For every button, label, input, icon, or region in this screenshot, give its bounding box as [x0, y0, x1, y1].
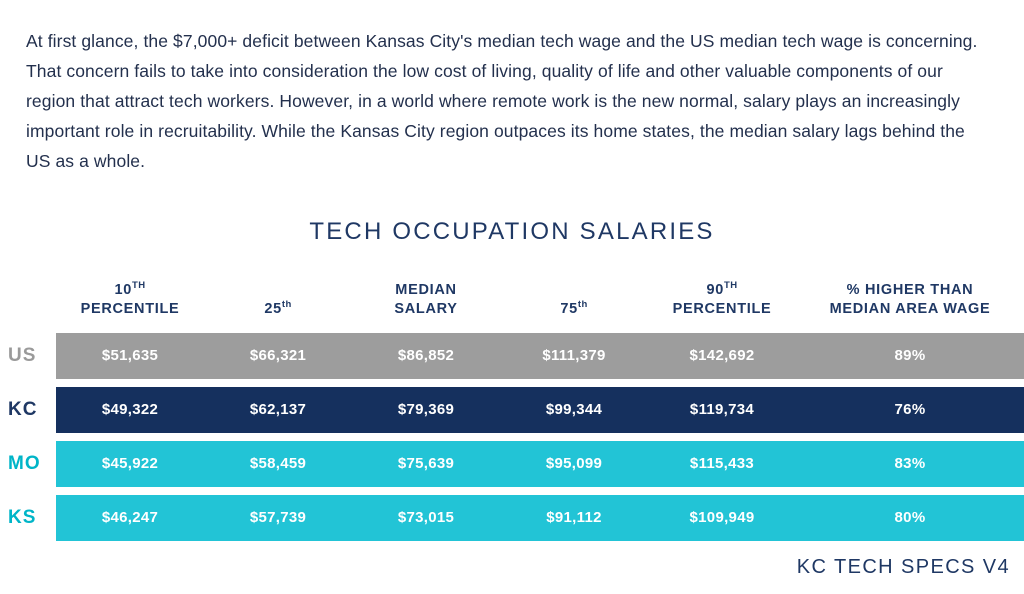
table-row-us — [0, 333, 1024, 379]
intro-paragraph: At first glance, the $7,000+ deficit between Kansas City's median tech wage and the US median tech wage is concerning. That concern fails to take into consideration the low cost of living, quality of life and other valuable components of our region that attract tech workers. However, in a world where remote work is the new normal, salary plays an increasingly important role in recruitability. While the Kansas City region outpaces its home states, the median salary lags behind the US as a whole. — [26, 30, 978, 171]
cell-us-90th: $142,692 — [648, 333, 796, 379]
column-header-25th — [204, 276, 352, 333]
row-label-mo: MO — [0, 441, 56, 487]
table-header — [0, 276, 1024, 333]
tech-occupation-salaries-table — [0, 276, 1024, 541]
cell-mo-median: $75,639 — [352, 441, 500, 487]
column-header-90th-line2: PERCENTILE — [672, 300, 772, 317]
cell-us-percent-higher: 89% — [796, 333, 1024, 379]
column-header-75th — [500, 276, 648, 333]
cell-us-median: $86,852 — [352, 333, 500, 379]
column-header-median-salary — [352, 276, 500, 333]
cell-us-25th: $66,321 — [204, 333, 352, 379]
cell-kc-75th: $99,344 — [500, 387, 648, 433]
footer-label: KC TECH SPECS V4 — [796, 556, 1010, 578]
column-header-10th-percentile — [56, 276, 204, 333]
column-header-10th-line2: PERCENTILE — [80, 300, 180, 317]
column-header-10th-line1: 10 — [114, 281, 133, 298]
cell-ks-10th: $46,247 — [56, 495, 204, 541]
column-header-25th-sup: th — [281, 299, 292, 310]
cell-us-75th: $111,379 — [500, 333, 648, 379]
column-header-percent-line2: MEDIAN AREA WAGE — [829, 300, 991, 317]
row-label-kc: KC — [0, 387, 56, 433]
salary-table-wrapper — [0, 276, 1024, 541]
column-header-75th-sup: th — [577, 299, 588, 310]
table-body — [0, 333, 1024, 541]
column-header-median-line2: SALARY — [394, 300, 458, 317]
cell-ks-90th: $109,949 — [648, 495, 796, 541]
cell-mo-75th: $95,099 — [500, 441, 648, 487]
cell-kc-10th: $49,322 — [56, 387, 204, 433]
cell-mo-percent-higher: 83% — [796, 441, 1024, 487]
cell-kc-25th: $62,137 — [204, 387, 352, 433]
table-row-mo — [0, 441, 1024, 487]
cell-mo-90th: $115,433 — [648, 441, 796, 487]
row-spacer-1 — [0, 379, 1024, 387]
cell-ks-75th: $91,112 — [500, 495, 648, 541]
cell-us-10th: $51,635 — [56, 333, 204, 379]
cell-mo-10th: $45,922 — [56, 441, 204, 487]
row-spacer-3 — [0, 487, 1024, 495]
column-header-25th-line1: 25 — [264, 300, 282, 317]
table-row-ks — [0, 495, 1024, 541]
chart-title: TECH OCCUPATION SALARIES — [309, 218, 715, 245]
column-header-75th-line1: 75 — [560, 300, 578, 317]
cell-ks-median: $73,015 — [352, 495, 500, 541]
column-header-percent-higher — [796, 276, 1024, 333]
column-header-90th-percentile — [648, 276, 796, 333]
column-header-percent-line1: % HIGHER THAN — [846, 281, 974, 298]
column-header-90th-sup: TH — [724, 280, 738, 291]
column-header-rowlabel — [0, 276, 56, 333]
cell-ks-percent-higher: 80% — [796, 495, 1024, 541]
row-spacer-2 — [0, 433, 1024, 441]
cell-kc-percent-higher: 76% — [796, 387, 1024, 433]
cell-kc-90th: $119,734 — [648, 387, 796, 433]
column-header-median-line1: MEDIAN — [395, 281, 457, 298]
cell-ks-25th: $57,739 — [204, 495, 352, 541]
row-label-ks: KS — [0, 495, 56, 541]
table-row-kc — [0, 387, 1024, 433]
column-header-90th-line1: 90 — [706, 281, 725, 298]
row-label-us: US — [0, 333, 56, 379]
column-header-10th-sup: TH — [132, 280, 146, 291]
cell-kc-median: $79,369 — [352, 387, 500, 433]
cell-mo-25th: $58,459 — [204, 441, 352, 487]
